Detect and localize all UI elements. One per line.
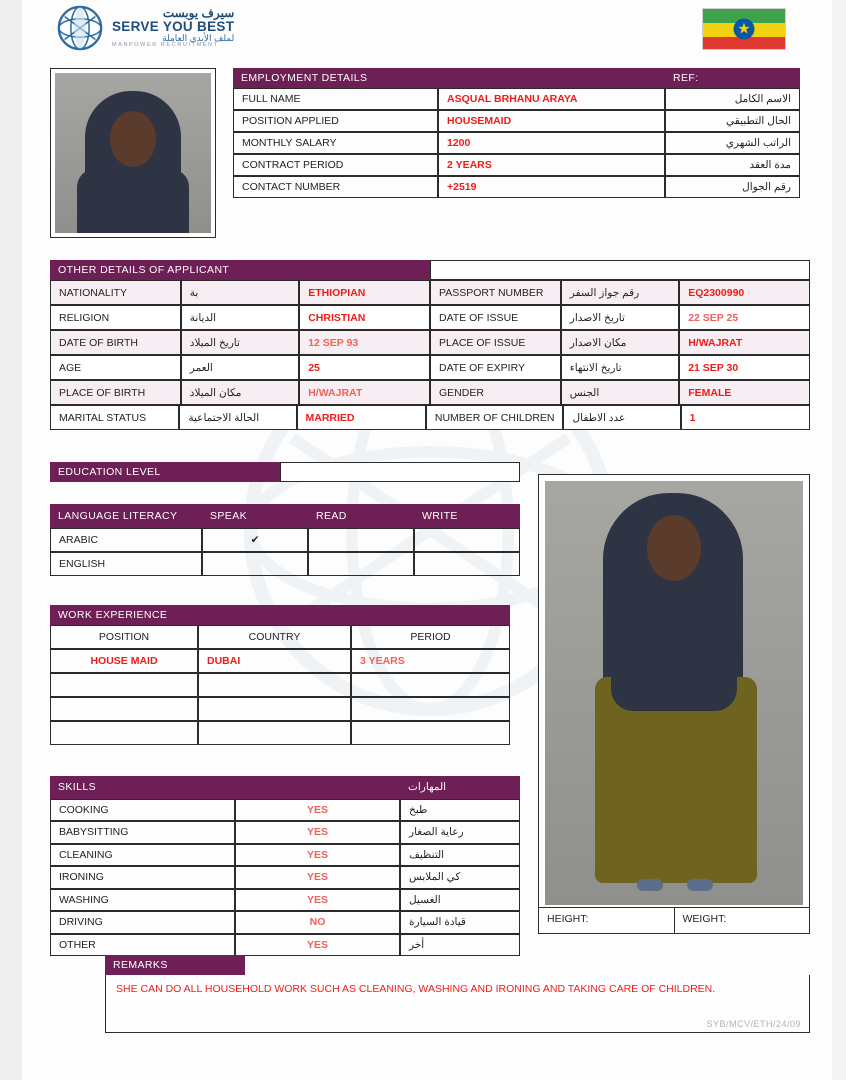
row-label-arabic: رقم الجوال	[665, 176, 800, 198]
row-value: 1200	[438, 132, 665, 154]
remarks-title: REMARKS	[105, 955, 245, 975]
height-label: HEIGHT:	[539, 908, 675, 933]
table-row	[50, 552, 520, 576]
skill-value: YES	[235, 821, 400, 844]
row-label-2: NUMBER OF CHILDREN	[426, 405, 564, 430]
remarks-section	[105, 955, 810, 1033]
brand-logo	[55, 3, 234, 53]
column-header-read: READ	[308, 504, 414, 528]
table-row	[50, 821, 520, 844]
row-value-2: EQ2300990	[679, 280, 810, 305]
row-label-2: PLACE OF ISSUE	[430, 330, 561, 355]
row-value: +2519	[438, 176, 665, 198]
row-value: CHRISTIAN	[299, 305, 430, 330]
language-name: ENGLISH	[50, 552, 202, 576]
table-header-row	[50, 625, 510, 649]
row-label-2-arabic: تاريخ الانتهاء	[561, 355, 679, 380]
skill-label: CLEANING	[50, 844, 235, 867]
row-label-arabic: بة	[181, 280, 299, 305]
skills-table	[50, 776, 520, 956]
remarks-text: SHE CAN DO ALL HOUSEHOLD WORK SUCH AS CLEANING, WASHING AND IRONING AND TAKING CARE OF CHILDREN.	[116, 983, 716, 995]
skill-label-arabic: كي الملابس	[400, 866, 520, 889]
row-label: RELIGION	[50, 305, 181, 330]
work-position	[50, 721, 198, 745]
row-value-2: 21 SEP 30	[679, 355, 810, 380]
row-value: 25	[299, 355, 430, 380]
table-row	[50, 405, 810, 430]
language-speak: ✔	[202, 528, 308, 552]
column-header-speak: SPEAK	[202, 504, 308, 528]
skill-value: YES	[235, 844, 400, 867]
other-details-table	[50, 260, 810, 430]
row-label-2-arabic: مكان الاصدار	[561, 330, 679, 355]
row-label-arabic: الراتب الشهري	[665, 132, 800, 154]
skills-title: SKILLS	[50, 776, 235, 799]
table-row	[50, 673, 510, 697]
row-label-2-arabic: تاريخ الاصدار	[561, 305, 679, 330]
skill-label-arabic: طبخ	[400, 799, 520, 822]
row-label: PLACE OF BIRTH	[50, 380, 181, 405]
page-right-edge	[832, 0, 846, 1080]
table-row	[233, 88, 800, 110]
row-value: 2 YEARS	[438, 154, 665, 176]
ref-label: REF:	[665, 68, 800, 88]
row-label: CONTRACT PERIOD	[233, 154, 438, 176]
row-label-2: DATE OF ISSUE	[430, 305, 561, 330]
table-row	[233, 176, 800, 198]
language-read	[308, 528, 414, 552]
row-value: ASQUAL BRHANU ARAYA	[438, 88, 665, 110]
work-period	[351, 697, 510, 721]
table-row	[50, 355, 810, 380]
applicant-portrait-photo	[50, 68, 216, 238]
work-country	[198, 673, 351, 697]
row-label-2: PASSPORT NUMBER	[430, 280, 561, 305]
language-speak	[202, 552, 308, 576]
column-header-language: LANGUAGE LITERACY	[50, 504, 202, 528]
table-row	[50, 844, 520, 867]
skill-label-arabic: رعاية الصغار	[400, 821, 520, 844]
work-position: HOUSE MAID	[50, 649, 198, 673]
row-label-arabic: الاسم الكامل	[665, 88, 800, 110]
column-header-period: PERIOD	[351, 625, 510, 649]
skill-label: BABYSITTING	[50, 821, 235, 844]
row-value-2: FEMALE	[679, 380, 810, 405]
table-row	[50, 866, 520, 889]
education-level-label: EDUCATION LEVEL	[50, 462, 280, 482]
skill-value: YES	[235, 889, 400, 912]
language-write	[414, 552, 520, 576]
row-label-arabic: العمر	[181, 355, 299, 380]
row-label: NATIONALITY	[50, 280, 181, 305]
row-label: POSITION APPLIED	[233, 110, 438, 132]
row-label-2: DATE OF EXPIRY	[430, 355, 561, 380]
work-country	[198, 697, 351, 721]
row-label-2-arabic: عدد الاطفال	[563, 405, 680, 430]
column-header-write: WRITE	[414, 504, 520, 528]
work-period	[351, 673, 510, 697]
skill-label: IRONING	[50, 866, 235, 889]
table-row	[50, 697, 510, 721]
work-country	[198, 721, 351, 745]
skill-label-arabic: قيادة السيارة	[400, 911, 520, 934]
work-period	[351, 721, 510, 745]
row-value-2: 22 SEP 25	[679, 305, 810, 330]
education-level-value	[280, 462, 520, 482]
skill-value: YES	[235, 934, 400, 957]
work-period: 3 YEARS	[351, 649, 510, 673]
table-row	[233, 110, 800, 132]
row-label-arabic: الديانة	[181, 305, 299, 330]
applicant-fullbody-photo	[538, 474, 810, 934]
table-row	[50, 934, 520, 957]
table-header-row	[50, 776, 520, 799]
skill-value: YES	[235, 799, 400, 822]
row-label-2-arabic: رقم جواز السفر	[561, 280, 679, 305]
work-position	[50, 673, 198, 697]
table-row	[233, 154, 800, 176]
work-country: DUBAI	[198, 649, 351, 673]
skill-value: YES	[235, 866, 400, 889]
table-row	[50, 799, 520, 822]
language-name: ARABIC	[50, 528, 202, 552]
row-label-2-arabic: الجنس	[561, 380, 679, 405]
education-level-row	[50, 462, 520, 482]
table-row	[50, 380, 810, 405]
column-header-position: POSITION	[50, 625, 198, 649]
table-row	[50, 649, 510, 673]
row-label-arabic: تاريخ الميلاد	[181, 330, 299, 355]
document-header	[0, 0, 846, 62]
row-value: MARRIED	[297, 405, 426, 430]
table-header-row	[50, 504, 520, 528]
document-reference-code: SYB/MCV/ETH/24/09	[706, 1019, 801, 1029]
row-value-2: H/WAJRAT	[679, 330, 810, 355]
language-read	[308, 552, 414, 576]
brand-tagline: MANPOWER RECRUITMENT	[112, 42, 219, 49]
table-row	[50, 889, 520, 912]
skills-title-arabic: المهارات	[400, 776, 520, 799]
skill-label: WASHING	[50, 889, 235, 912]
row-value: ETHIOPIAN	[299, 280, 430, 305]
row-value: 12 SEP 93	[299, 330, 430, 355]
row-label-arabic: الحال التطبيقي	[665, 110, 800, 132]
work-experience-table	[50, 605, 510, 745]
row-value: H/WAJRAT	[299, 380, 430, 405]
skill-label-arabic: التنظيف	[400, 844, 520, 867]
table-row	[50, 721, 510, 745]
table-row	[50, 280, 810, 305]
table-row	[50, 911, 520, 934]
row-label: MONTHLY SALARY	[233, 132, 438, 154]
skill-label: OTHER	[50, 934, 235, 957]
language-literacy-table	[50, 504, 520, 576]
skill-label: COOKING	[50, 799, 235, 822]
table-row	[50, 330, 810, 355]
table-row	[233, 132, 800, 154]
globe-icon	[55, 3, 105, 53]
brand-name-arabic: سيرف يوبست	[162, 6, 235, 21]
skill-label-arabic: أخر	[400, 934, 520, 957]
brand-name-arabic-secondary: لملف الأيدي العاملة	[162, 32, 235, 43]
row-label-arabic: مدة العقد	[665, 154, 800, 176]
skill-label-arabic: الغسيل	[400, 889, 520, 912]
row-label: MARITAL STATUS	[50, 405, 179, 430]
table-row	[50, 305, 810, 330]
work-experience-title: WORK EXPERIENCE	[50, 605, 510, 625]
row-value: HOUSEMAID	[438, 110, 665, 132]
weight-label: WEIGHT:	[682, 913, 727, 925]
page-left-edge	[0, 0, 22, 1080]
row-label-arabic: الحالة الاجتماعية	[179, 405, 296, 430]
ethiopia-flag-icon: ★	[702, 8, 786, 50]
language-write	[414, 528, 520, 552]
skill-value: NO	[235, 911, 400, 934]
row-label: CONTACT NUMBER	[233, 176, 438, 198]
employment-details-table	[233, 68, 800, 198]
column-header-country: COUNTRY	[198, 625, 351, 649]
employment-details-title: EMPLOYMENT DETAILS	[233, 68, 665, 88]
row-label-2: GENDER	[430, 380, 561, 405]
skill-label: DRIVING	[50, 911, 235, 934]
brand-name-english: SERVE YOU BEST	[112, 18, 235, 34]
work-position	[50, 697, 198, 721]
row-value-2: 1	[681, 405, 810, 430]
row-label: AGE	[50, 355, 181, 380]
other-details-title: OTHER DETAILS OF APPLICANT	[50, 260, 430, 280]
table-row	[50, 528, 520, 552]
row-label-arabic: مكان الميلاد	[181, 380, 299, 405]
row-label: FULL NAME	[233, 88, 438, 110]
row-label: DATE OF BIRTH	[50, 330, 181, 355]
